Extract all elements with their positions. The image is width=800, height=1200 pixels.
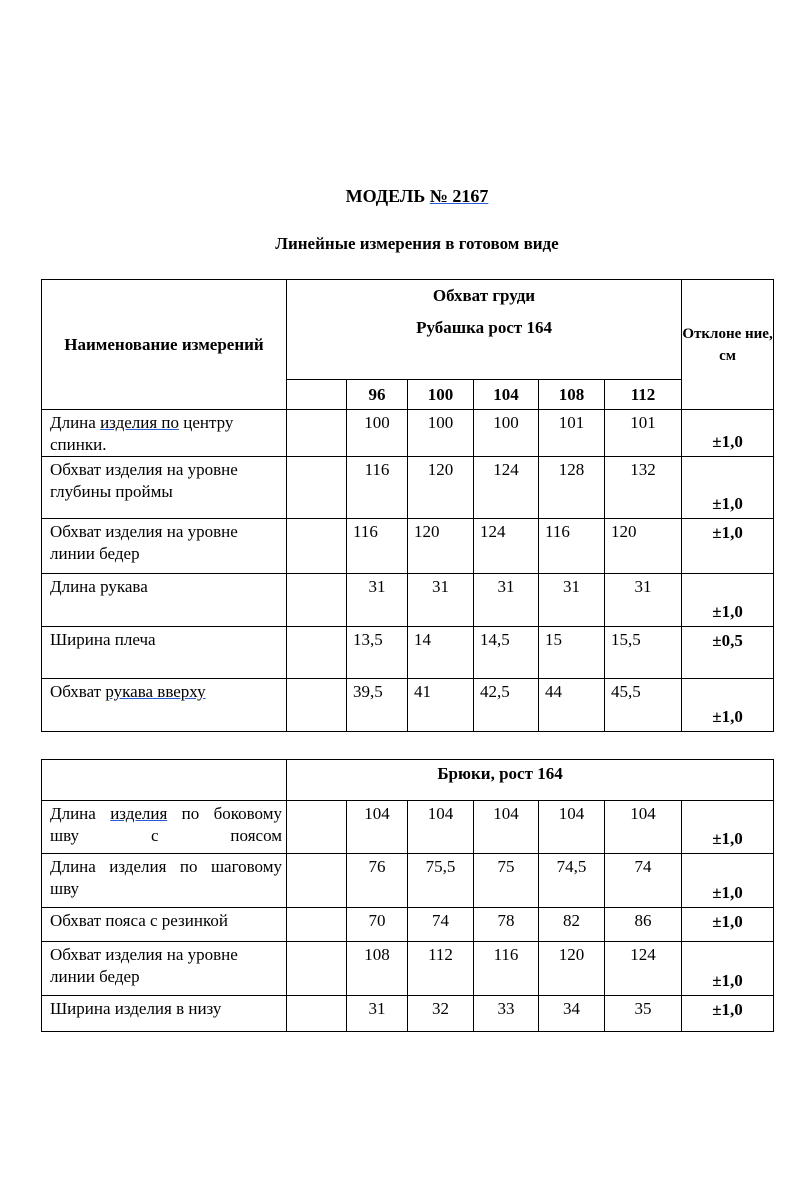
measurement-value: 78 <box>474 908 539 942</box>
table-row <box>42 574 774 627</box>
measurement-name-text: Обхват изделия на уровне линии бедер <box>50 945 238 986</box>
measurement-name-text: Длина <box>50 804 111 823</box>
measurement-value: 15 <box>539 627 605 679</box>
measurement-name <box>42 854 287 908</box>
size-header: 108 <box>539 380 605 410</box>
header-chest-group <box>287 280 682 380</box>
header-shirt-height: Рубашка рост 164 <box>416 318 552 337</box>
measurement-name-text: Ширина плеча <box>50 630 156 649</box>
shirt-measurements-table <box>41 279 774 732</box>
measurement-value: 104 <box>539 801 605 854</box>
blank-cell <box>287 519 347 574</box>
measurement-value: 31 <box>474 574 539 627</box>
tolerance-value: ±1,0 <box>682 996 774 1032</box>
measurement-name <box>42 679 287 732</box>
measurement-name <box>42 908 287 942</box>
measurement-value: 101 <box>605 410 682 457</box>
header-pants-height: Брюки, рост 164 <box>287 760 774 801</box>
tolerance-value: ±1,0 <box>682 801 774 854</box>
measurement-value: 124 <box>474 519 539 574</box>
measurement-name-text: Обхват <box>50 682 106 701</box>
measurement-value: 33 <box>474 996 539 1032</box>
measurement-value: 75,5 <box>408 854 474 908</box>
blank-cell <box>287 410 347 457</box>
measurement-name-text: Длина рукава <box>50 577 148 596</box>
measurement-value: 35 <box>605 996 682 1032</box>
measurement-name-underlined: изделия по <box>100 413 180 432</box>
measurement-value: 14,5 <box>474 627 539 679</box>
measurement-name <box>42 942 287 996</box>
measurement-name <box>42 996 287 1032</box>
document-subtitle: Линейные измерения в готовом виде <box>275 234 559 253</box>
measurement-name-underlined: изделия <box>110 804 168 823</box>
size-header: 96 <box>347 380 408 410</box>
table-row <box>42 410 774 457</box>
blank-cell <box>287 457 347 519</box>
size-header: 100 <box>408 380 474 410</box>
measurement-name <box>42 627 287 679</box>
tolerance-value: ±1,0 <box>682 679 774 732</box>
tolerance-value: ±0,5 <box>682 627 774 679</box>
measurement-value: 14 <box>408 627 474 679</box>
measurement-value: 45,5 <box>605 679 682 732</box>
measurement-value: 74 <box>408 908 474 942</box>
measurement-value: 120 <box>408 457 474 519</box>
title-prefix: МОДЕЛЬ <box>345 186 430 206</box>
pants-measurements-table <box>41 759 774 1032</box>
blank-cell <box>287 627 347 679</box>
measurement-value: 100 <box>408 410 474 457</box>
measurement-value: 124 <box>474 457 539 519</box>
measurement-name-underlined: рукава вверху <box>105 682 206 701</box>
measurement-value: 100 <box>347 410 408 457</box>
blank-cell <box>287 854 347 908</box>
blank-cell <box>287 996 347 1032</box>
measurement-value: 75 <box>474 854 539 908</box>
measurement-name <box>42 519 287 574</box>
measurement-value: 31 <box>539 574 605 627</box>
measurement-value: 76 <box>347 854 408 908</box>
measurement-value: 13,5 <box>347 627 408 679</box>
measurement-value: 82 <box>539 908 605 942</box>
table-row <box>42 942 774 996</box>
measurement-name-text: центру спинки. <box>50 413 234 454</box>
table-row <box>42 679 774 732</box>
measurement-value: 120 <box>408 519 474 574</box>
table-row <box>42 519 774 574</box>
measurement-value: 74 <box>605 854 682 908</box>
measurement-value: 104 <box>347 801 408 854</box>
header-chest-label: Обхват груди <box>432 286 536 305</box>
pants-header-blank <box>42 760 287 801</box>
measurement-value: 132 <box>605 457 682 519</box>
measurement-value: 101 <box>539 410 605 457</box>
measurement-value: 108 <box>347 942 408 996</box>
tolerance-value: ±1,0 <box>682 519 774 574</box>
measurement-value: 31 <box>347 574 408 627</box>
measurement-name-text: Длина <box>50 413 101 432</box>
measurement-value: 31 <box>408 574 474 627</box>
measurement-value: 32 <box>408 996 474 1032</box>
blank-cell <box>287 942 347 996</box>
measurement-value: 41 <box>408 679 474 732</box>
header-tolerance: Отклоне ние, см <box>682 280 774 410</box>
measurement-value: 100 <box>474 410 539 457</box>
measurement-value: 116 <box>347 519 408 574</box>
measurement-value: 104 <box>605 801 682 854</box>
header-measurement-name: Наименование измерений <box>42 280 287 410</box>
measurement-value: 116 <box>474 942 539 996</box>
measurement-value: 42,5 <box>474 679 539 732</box>
measurement-name <box>42 410 287 457</box>
table-row <box>42 908 774 942</box>
size-blank-cell <box>287 380 347 410</box>
tolerance-value: ±1,0 <box>682 410 774 457</box>
model-number: № 2167 <box>429 186 489 206</box>
blank-cell <box>287 908 347 942</box>
blank-cell <box>287 801 347 854</box>
blank-cell <box>287 679 347 732</box>
measurement-name-text: Обхват пояса с резинкой <box>50 911 228 930</box>
measurement-name <box>42 574 287 627</box>
measurement-value: 124 <box>605 942 682 996</box>
measurement-value: 34 <box>539 996 605 1032</box>
measurement-value: 120 <box>539 942 605 996</box>
measurement-value: 70 <box>347 908 408 942</box>
measurement-value: 15,5 <box>605 627 682 679</box>
measurement-name <box>42 801 287 854</box>
table-row <box>42 854 774 908</box>
measurement-value: 31 <box>605 574 682 627</box>
measurement-name <box>42 457 287 519</box>
measurement-value: 104 <box>408 801 474 854</box>
measurement-value: 31 <box>347 996 408 1032</box>
blank-cell <box>287 574 347 627</box>
measurement-value: 104 <box>474 801 539 854</box>
table-row <box>42 801 774 854</box>
measurement-value: 74,5 <box>539 854 605 908</box>
measurement-value: 39,5 <box>347 679 408 732</box>
tolerance-value: ±1,0 <box>682 854 774 908</box>
tolerance-value: ±1,0 <box>682 457 774 519</box>
measurement-name-text: Длина изделия по шаговому шву <box>50 857 282 898</box>
size-header: 112 <box>605 380 682 410</box>
tolerance-value: ±1,0 <box>682 908 774 942</box>
size-header: 104 <box>474 380 539 410</box>
measurement-name-text: Ширина изделия в низу <box>50 999 222 1018</box>
tolerance-value: ±1,0 <box>682 574 774 627</box>
measurement-value: 112 <box>408 942 474 996</box>
table-row <box>42 457 774 519</box>
measurement-name-text: Обхват изделия на уровне глубины проймы <box>50 460 238 501</box>
table-row <box>42 996 774 1032</box>
document-title <box>0 186 800 207</box>
measurement-value: 116 <box>347 457 408 519</box>
measurement-value: 86 <box>605 908 682 942</box>
measurement-value: 128 <box>539 457 605 519</box>
measurement-name-text: по боковому шву с поясом <box>50 804 282 845</box>
measurement-name-text: Обхват изделия на уровне линии бедер <box>50 522 238 563</box>
measurement-value: 116 <box>539 519 605 574</box>
measurement-value: 120 <box>605 519 682 574</box>
tolerance-value: ±1,0 <box>682 942 774 996</box>
table-row <box>42 627 774 679</box>
measurement-value: 44 <box>539 679 605 732</box>
